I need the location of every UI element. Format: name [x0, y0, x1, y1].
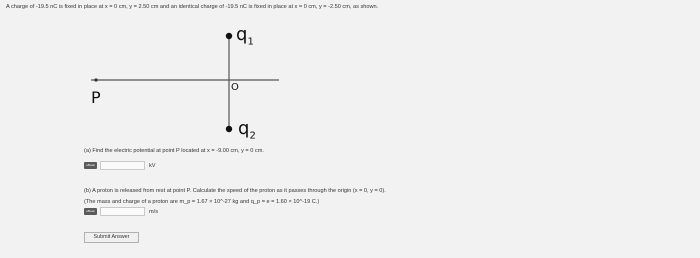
ebook-badge-a[interactable]: eBook [84, 162, 97, 169]
problem-statement: A charge of -19.5 nC is fixed in place at x = 0 cm, y = 2.50 cm and an identical charge of -19.5 nC is fixed in place at x = 0 cm, y = -2.50 cm, as shown. [6, 4, 379, 10]
part-a-prompt: (a) Find the electric potential at point P located at x = -9.00 cm, y = 0 cm. [84, 148, 264, 154]
answer-input-a[interactable] [100, 161, 145, 170]
unit-label-a: kV [149, 163, 156, 169]
ebook-badge-b[interactable]: eBook [84, 208, 97, 215]
label-q1-letter: q [236, 24, 248, 45]
answer-input-b[interactable] [100, 207, 145, 216]
charge-q2 [226, 126, 232, 132]
label-q2-letter: q [238, 118, 250, 139]
point-p [94, 78, 97, 81]
label-origin: O [231, 82, 239, 93]
label-q2 [238, 118, 256, 142]
submit-answer-button[interactable]: Submit Answer [84, 232, 139, 243]
label-q1 [236, 24, 254, 48]
label-q1-sub: 1 [247, 36, 254, 48]
proton-constants-note: (The mass and charge of a proton are m_p = 1.67 × 10^-27 kg and q_p = e = 1.60 × 10^-19 C.) [84, 199, 320, 205]
part-b-prompt: (b) A proton is released from rest at point P. Calculate the speed of the proton as it passes through the origin (x = 0, y = 0). [84, 188, 386, 194]
unit-label-b: m/s [149, 209, 159, 215]
label-p: P [91, 88, 101, 107]
charge-q1 [226, 33, 232, 39]
label-q2-sub: 2 [249, 130, 256, 142]
